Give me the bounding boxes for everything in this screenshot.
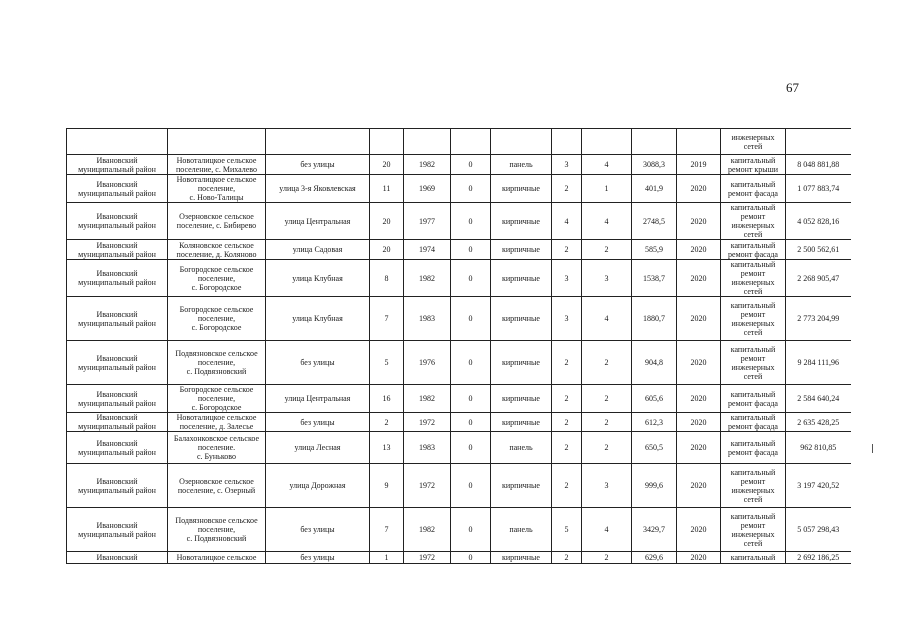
table-cell: капитальный ремонт фасада [721,432,786,464]
table-cell: кирпичные [491,341,552,385]
table-cell: кирпичные [491,297,552,341]
table-cell: 2 692 186,25 [786,552,851,564]
table-cell: 1982 [404,260,451,297]
housing-repair-table [66,128,851,564]
table-row [67,155,851,175]
table-cell: 13 [370,432,404,464]
table-cell: Новоталицкое сельское поселение, д. Залесье [168,413,266,432]
table-cell: 0 [451,175,491,203]
table-cell: 2020 [677,297,721,341]
table-cell: улица 3-я Яковлевская [266,175,370,203]
table-cell: улица Центральная [266,203,370,240]
table-row [67,552,851,564]
table-row [67,432,851,464]
table-cell: 585,9 [632,240,677,260]
table-cell: Ивановский муниципальный район [67,203,168,240]
table-cell: улица Садовая [266,240,370,260]
table-cell: Подвязновское сельское поселение, с. Подвязновский [168,508,266,552]
table-cell: Ивановский муниципальный район [67,464,168,508]
table-cell [582,129,632,155]
table-row [67,385,851,413]
table-cell: 1974 [404,240,451,260]
table-cell: без улицы [266,552,370,564]
table-cell: 4 [582,203,632,240]
table-cell: 5 057 298,43 [786,508,851,552]
table-cell: 2 [552,175,582,203]
table-row [67,129,851,155]
table-cell: 2 [552,341,582,385]
table-cell: 7 [370,508,404,552]
table-cell: 0 [451,155,491,175]
table-cell: улица Клубная [266,260,370,297]
table-cell: капитальный ремонт инженерных сетей [721,508,786,552]
table-cell: 3429,7 [632,508,677,552]
table-cell: Ивановский муниципальный район [67,240,168,260]
table-cell: 4 [582,297,632,341]
table-cell [404,129,451,155]
table-cell: улица Лесная [266,432,370,464]
table-cell: капитальный ремонт фасада [721,240,786,260]
table-cell: 20 [370,155,404,175]
table-cell: 1972 [404,413,451,432]
table-cell [266,129,370,155]
table-cell: 1982 [404,155,451,175]
table-cell: 4 052 828,16 [786,203,851,240]
table-cell: Богородское сельское поселение, с. Богородское [168,385,266,413]
table-cell: 2 [552,385,582,413]
table-cell: 20 [370,240,404,260]
table-cell: без улицы [266,341,370,385]
table-cell: кирпичные [491,240,552,260]
table-cell: капитальный ремонт фасада [721,413,786,432]
table-cell: 2020 [677,240,721,260]
table-cell: Ивановский муниципальный район [67,155,168,175]
table-cell: улица Дорожная [266,464,370,508]
table-cell: 2020 [677,508,721,552]
table-cell: 2020 [677,260,721,297]
table-cell: 2 635 428,25 [786,413,851,432]
table-cell: 904,8 [632,341,677,385]
table-cell: 1982 [404,385,451,413]
table-cell: кирпичные [491,413,552,432]
table-cell: Озерновское сельское поселение, с. Озерный [168,464,266,508]
table-cell: 3 [552,260,582,297]
table-cell: Ивановский [67,552,168,564]
table-cell: 0 [451,432,491,464]
table-cell: Ивановский муниципальный район [67,341,168,385]
table-cell [632,129,677,155]
table-cell: 3 [552,297,582,341]
table-cell: 2 [370,413,404,432]
page-number: 67 [786,80,799,95]
table-cell: 0 [451,508,491,552]
table-cell [786,129,851,155]
table-cell: 2 [552,464,582,508]
table-cell: 2748,5 [632,203,677,240]
table-cell: капитальный ремонт инженерных сетей [721,341,786,385]
table-cell: 962 810,85 [786,432,851,464]
table-cell: 0 [451,203,491,240]
table-cell: Озерновское сельское поселение, с. Бибирево [168,203,266,240]
table-cell: 2 [582,552,632,564]
table-cell: Балахонковское сельское поселение. с. Буньково [168,432,266,464]
table-row [67,260,851,297]
table-cell: 2 584 640,24 [786,385,851,413]
table-cell: 0 [451,385,491,413]
table-cell: Ивановский муниципальный район [67,508,168,552]
table-cell: 999,6 [632,464,677,508]
table-cell: 1972 [404,464,451,508]
table-cell: 2 [582,240,632,260]
table-cell: 20 [370,203,404,240]
table-cell: 401,9 [632,175,677,203]
table-cell: Ивановский муниципальный район [67,432,168,464]
table-row [67,464,851,508]
table-cell: кирпичные [491,464,552,508]
table-cell: 7 [370,297,404,341]
table-cell: 16 [370,385,404,413]
table-cell: Ивановский муниципальный район [67,385,168,413]
table-cell: 0 [451,464,491,508]
table-cell [451,129,491,155]
table-cell: панель [491,155,552,175]
table-cell: 650,5 [632,432,677,464]
table-cell: Подвязновское сельское поселение, с. Подвязновский [168,341,266,385]
table-cell: 1972 [404,552,451,564]
table-cell: кирпичные [491,203,552,240]
table-cell: Новоталицкое сельское поселение, с. Ново-Талицы [168,175,266,203]
table-cell: 1880,7 [632,297,677,341]
table-cell [491,129,552,155]
table-cell: 1969 [404,175,451,203]
table-cell: 629,6 [632,552,677,564]
table-cell: 9 284 111,96 [786,341,851,385]
table-cell: 2020 [677,175,721,203]
table-cell: Ивановский муниципальный район [67,413,168,432]
table-cell: без улицы [266,155,370,175]
table-cell: 0 [451,552,491,564]
table-cell: 2 773 204,99 [786,297,851,341]
table-cell: 0 [451,341,491,385]
table-cell: Новоталицкое сельское [168,552,266,564]
table-cell: 2020 [677,203,721,240]
table-cell: без улицы [266,508,370,552]
table-cell: Ивановский муниципальный район [67,175,168,203]
table-cell [168,129,266,155]
table-cell: 2020 [677,413,721,432]
table-cell: 4 [552,203,582,240]
table-cell: Богородское сельское поселение, с. Богородское [168,260,266,297]
table-row [67,175,851,203]
table-cell: 9 [370,464,404,508]
table-cell: кирпичные [491,175,552,203]
table-cell: Богородское сельское поселение, с. Богородское [168,297,266,341]
table-row [67,508,851,552]
table-cell: 2 268 905,47 [786,260,851,297]
table-cell: капитальный [721,552,786,564]
table-cell: 2 [582,413,632,432]
table-cell: Коляновское сельское поселение, д. Коляново [168,240,266,260]
table-cell: 3 [582,260,632,297]
table-row [67,341,851,385]
table-cell: Ивановский муниципальный район [67,297,168,341]
table-cell: 2 [552,552,582,564]
table-row [67,413,851,432]
table-cell: 612,3 [632,413,677,432]
table-cell: 2020 [677,385,721,413]
table-cell: 3 197 420,52 [786,464,851,508]
table-row [67,203,851,240]
table-cell [370,129,404,155]
table-cell: 3088,3 [632,155,677,175]
table-cell: 0 [451,297,491,341]
table-cell: панель [491,432,552,464]
table-cell: 2020 [677,464,721,508]
table-cell: улица Клубная [266,297,370,341]
table-cell: улица Центральная [266,385,370,413]
table-cell: капитальный ремонт крыши [721,155,786,175]
table-cell: 3 [552,155,582,175]
table-cell: 2020 [677,432,721,464]
table-cell: кирпичные [491,385,552,413]
table-cell: 2 [582,385,632,413]
table-cell: капитальный ремонт инженерных сетей [721,203,786,240]
table-cell: Новоталицкое сельское поселение, с. Михалево [168,155,266,175]
table-cell: 1977 [404,203,451,240]
table-cell: 4 [582,508,632,552]
table-row [67,297,851,341]
table-cell: панель [491,508,552,552]
table-cell: 1538,7 [632,260,677,297]
table-cell: капитальный ремонт фасада [721,175,786,203]
table-cell: 2 [552,413,582,432]
table-cell: 3 [582,464,632,508]
table-cell: 1 [370,552,404,564]
table-cell: капитальный ремонт инженерных сетей [721,464,786,508]
table-cell: 2019 [677,155,721,175]
table-cell: 2 [582,341,632,385]
table-cell: кирпичные [491,260,552,297]
table-cell: 8 048 881,88 [786,155,851,175]
table-cell: 2 [552,432,582,464]
table-cell [67,129,168,155]
table-cell: 1983 [404,297,451,341]
table-cell: 1982 [404,508,451,552]
table-cell: капитальный ремонт фасада [721,385,786,413]
table-cell: 1 077 883,74 [786,175,851,203]
table-cell: 2 [582,432,632,464]
table-cell: 2 500 562,61 [786,240,851,260]
table-cell: капитальный ремонт инженерных сетей [721,297,786,341]
scan-speck [872,444,873,453]
table-cell: без улицы [266,413,370,432]
table-cell: 5 [370,341,404,385]
table-cell: 4 [582,155,632,175]
table-cell: Ивановский муниципальный район [67,260,168,297]
table-row [67,240,851,260]
table-cell: капитальный ремонт инженерных сетей [721,260,786,297]
table-cell: 605,6 [632,385,677,413]
table-cell: 0 [451,413,491,432]
table-cell: инженерных сетей [721,129,786,155]
table-cell: 8 [370,260,404,297]
table-cell: 0 [451,260,491,297]
table-cell: 2020 [677,552,721,564]
table-cell: 1 [582,175,632,203]
table-cell [677,129,721,155]
table-cell: 1983 [404,432,451,464]
table-cell: 0 [451,240,491,260]
table-cell: 5 [552,508,582,552]
table-cell: 1976 [404,341,451,385]
table-cell: кирпичные [491,552,552,564]
table-cell: 11 [370,175,404,203]
table-cell: 2 [552,240,582,260]
table-cell: 2020 [677,341,721,385]
table-cell [552,129,582,155]
